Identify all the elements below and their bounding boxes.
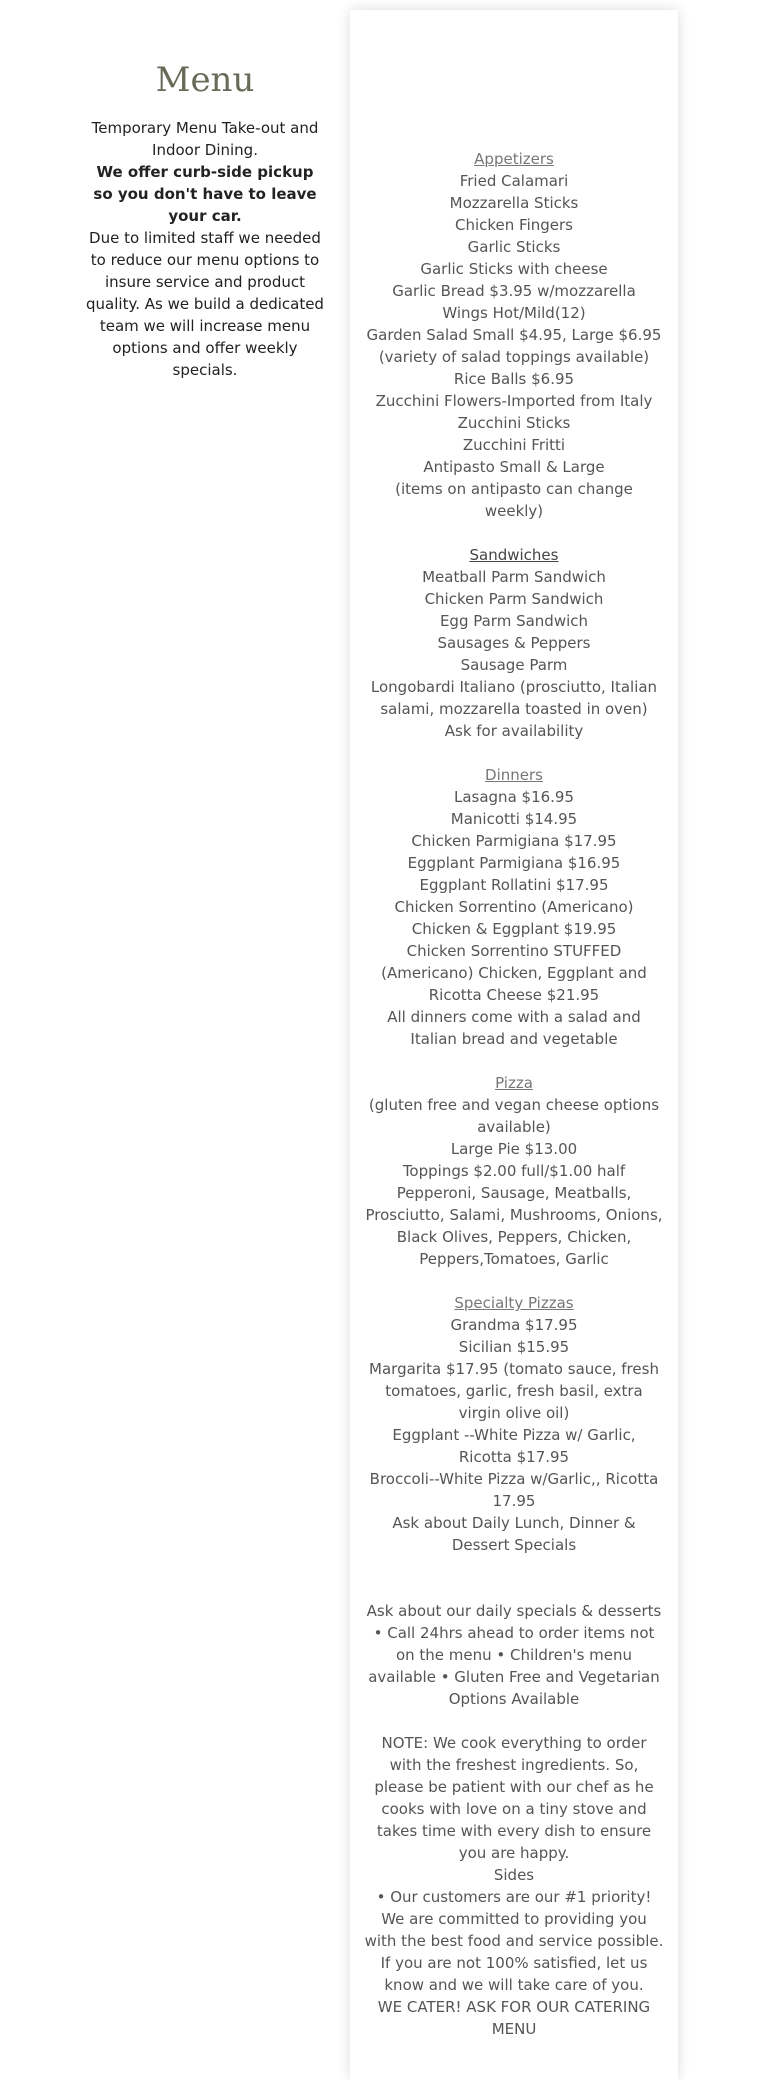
menu-item: Eggplant --White Pizza w/ Garlic, Ricotta $17.95	[392, 1426, 636, 1466]
appetizers-list	[364, 170, 664, 522]
menu-item: Ask about Daily Lunch, Dinner & Dessert Specials	[392, 1514, 636, 1554]
menu-item: Eggplant Rollatini $17.95	[419, 876, 609, 894]
menu-item: Meatball Parm Sandwich	[422, 568, 606, 586]
pickup-text: We offer curb-side pickup so you don't have to leave your car.	[93, 162, 317, 225]
menu-item: (items on antipasto can change weekly)	[395, 480, 633, 520]
cooking-note: NOTE: We cook everything to order with the freshest ingredients. So, please be patient with our chef as he cooks with love on a tiny stove and takes time with every dish to ensure you are happy.	[374, 1734, 654, 1862]
menu-item: Longobardi Italiano (prosciutto, Italian salami, mozzarella toasted in oven)	[370, 678, 658, 718]
menu-item: Large Pie $13.00	[450, 1140, 578, 1158]
specialty-heading: Specialty Pizzas	[454, 1294, 574, 1312]
menu-item: Grandma $17.95	[450, 1316, 578, 1334]
menu-item: Manicotti $14.95	[450, 810, 578, 828]
menu-item: Lasagna $16.95	[453, 788, 575, 806]
menu-item: Garlic Bread $3.95 w/mozzarella	[392, 282, 636, 300]
sides-label: Sides	[493, 1866, 535, 1884]
menu-item: Eggplant Parmigiana $16.95	[407, 854, 621, 872]
menu-item: Egg Parm Sandwich	[439, 612, 589, 630]
menu-item: Zucchini Sticks	[457, 414, 571, 432]
menu-item: Garlic Sticks	[467, 238, 561, 256]
menu-item: Mozzarella Sticks	[449, 194, 579, 212]
appetizers-heading: Appetizers	[474, 150, 554, 168]
menu-item: (variety of salad toppings available)	[378, 348, 650, 366]
catering-note: WE CATER! ASK FOR OUR CATERING MENU	[377, 1998, 651, 2038]
specials-note: Ask about our daily specials & desserts • Call 24hrs ahead to order items not on the menu • Children's menu available • Gluten Free and Vegetarian Options Available	[366, 1602, 662, 1708]
dinners-heading: Dinners	[485, 766, 543, 784]
menu-item: Sausages & Peppers	[437, 634, 591, 652]
menu-item: Garlic Sticks with cheese	[420, 260, 608, 278]
menu-item: Chicken Parm Sandwich	[424, 590, 604, 608]
pizza-heading: Pizza	[495, 1074, 533, 1092]
sandwiches-list	[364, 566, 664, 742]
menu-item: Chicken Fingers	[455, 216, 573, 234]
page-title: Menu	[155, 60, 255, 100]
menu-item: Toppings $2.00 full/$1.00 half	[402, 1162, 626, 1180]
staff-text: Due to limited staff we needed to reduce our menu options to insure service and product quality. As we build a dedicated team we will increase menu options and offer weekly specials.	[86, 228, 324, 379]
menu-item: Wings Hot/Mild(12)	[442, 304, 586, 322]
specialty-list	[364, 1314, 664, 1556]
menu-content	[364, 148, 664, 2040]
menu-item: Sausage Parm	[460, 656, 568, 674]
menu-item: Chicken Parmigiana $17.95	[411, 832, 617, 850]
menu-item: Chicken Sorrentino STUFFED (Americano) Chicken, Eggplant and Ricotta Cheese $21.95	[381, 942, 647, 1004]
menu-item: Zucchini Flowers-Imported from Italy	[375, 392, 653, 410]
pizza-list	[364, 1094, 664, 1270]
menu-item: Pepperoni, Sausage, Meatballs, Prosciutto, Salami, Mushrooms, Onions, Black Olives, Peppers, Chicken, Peppers,Tomatoes, Garlic	[365, 1184, 663, 1268]
intro-column	[85, 60, 325, 381]
intro-text: Temporary Menu Take-out and Indoor Dining.	[91, 118, 319, 159]
menu-card	[350, 10, 678, 2080]
menu-item: Rice Balls $6.95	[453, 370, 575, 388]
menu-item: Broccoli--White Pizza w/Garlic,, Ricotta 17.95	[369, 1470, 659, 1510]
menu-item: Zucchini Fritti	[462, 436, 566, 454]
menu-item: Chicken Sorrentino (Americano) Chicken & Eggplant $19.95	[394, 898, 634, 938]
priority-note: • Our customers are our #1 priority! We are committed to providing you with the best food and service possible. If you are not 100% satisfied, let us know and we will take care of you.	[364, 1888, 664, 1994]
menu-item: Ask for availability	[444, 722, 584, 740]
menu-item: (gluten free and vegan cheese options available)	[368, 1096, 660, 1136]
menu-item: Antipasto Small & Large	[423, 458, 605, 476]
sandwiches-heading: Sandwiches	[469, 546, 559, 564]
menu-item: Sicilian $15.95	[458, 1338, 570, 1356]
menu-item: All dinners come with a salad and Italian bread and vegetable	[387, 1008, 641, 1048]
menu-item: Fried Calamari	[459, 172, 569, 190]
menu-item: Garden Salad Small $4.95, Large $6.95	[366, 326, 662, 344]
menu-item: Margarita $17.95 (tomato sauce, fresh tomatoes, garlic, fresh basil, extra virgin olive oil)	[369, 1360, 659, 1422]
dinners-list	[364, 786, 664, 1050]
